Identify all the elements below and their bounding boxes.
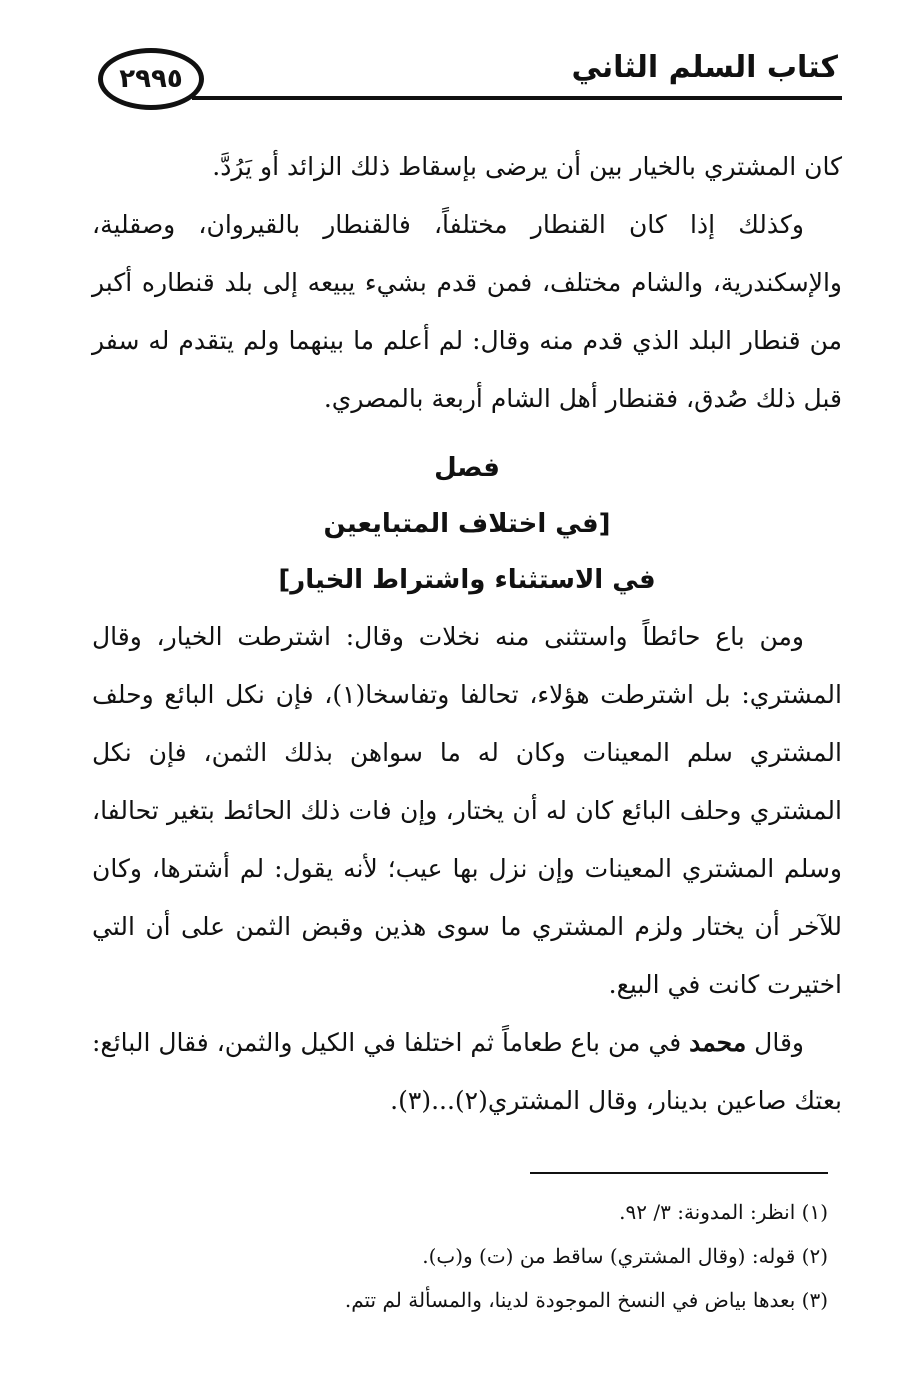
book-title: كتاب السلم الثاني [571, 50, 838, 85]
paragraph-4-name: محمد [689, 1028, 747, 1057]
page-number: ٢٩٩٥ [98, 48, 204, 110]
footnotes [78, 1190, 828, 1322]
paragraph-4-rest: في من باع طعاماً ثم اختلفا في الكيل والثمن، فقال البائع: بعتك صاعين بدينار، وقال المشتري(٢)...(٣). [92, 1028, 842, 1115]
header-rule [192, 96, 842, 100]
footnote-2: (٢) قوله: (وقال المشتري) ساقط من (ت) و(ب). [422, 1244, 828, 1268]
paragraph-4 [92, 1014, 842, 1130]
paragraph-2: وكذلك إذا كان القنطار مختلفاً، فالقنطار بالقيروان، وصقلية، والإسكندرية، والشام مختلف، فمن قدم بشيء يبيعه إلى بلد قنطاره أكبر من قنطار البلد الذي قدم منه وقال: لم أعلم ما بينهما ولم يتقدم له سفر قبل ذلك صُدق، فقنطار أهل الشام أربعة بالمصري. [92, 210, 842, 413]
footnote-3: (٣) بعدها بياض في النسخ الموجودة لدينا، والمسألة لم تتم. [344, 1288, 828, 1312]
footnote-separator [530, 1172, 828, 1174]
paragraph-3: ومن باع حائطاً واستثنى منه نخلات وقال: اشترطت الخيار، وقال المشتري: بل اشترطت هؤلاء، تحالفا وتفاسخا(١)، فإن نكل البائع وحلف المشتري سلم المعينات وكان له ما سواهن بذلك الثمن، فإن نكل المشتري وحلف البائع كان له أن يختار، وإن فات ذلك الحائط بتغير تحالفا، وسلم المشتري المعينات وإن نزل بها عيب؛ لأنه يقول: لم أشترها، وكان للآخر أن يختار ولزم المشتري ما سوى هذين وقبض الثمن على أن التي اختيرت كانت في البيع. [92, 622, 842, 999]
section-heading-fasl: فصل [434, 453, 500, 483]
paragraph-4-start: وقال [746, 1028, 804, 1057]
footnote-1: (١) انظر: المدونة: ٣/ ٩٢. [619, 1200, 828, 1224]
section-subheading-1: [في اختلاف المتبايعين [323, 509, 611, 539]
main-text [92, 138, 842, 1130]
section-subheading-2: في الاستثناء واشتراط الخيار] [278, 565, 656, 595]
paragraph-1: كان المشتري بالخيار بين أن يرضى بإسقاط ذلك الزائد أو يَرُدَّ. [212, 152, 842, 181]
page-header [92, 40, 842, 110]
